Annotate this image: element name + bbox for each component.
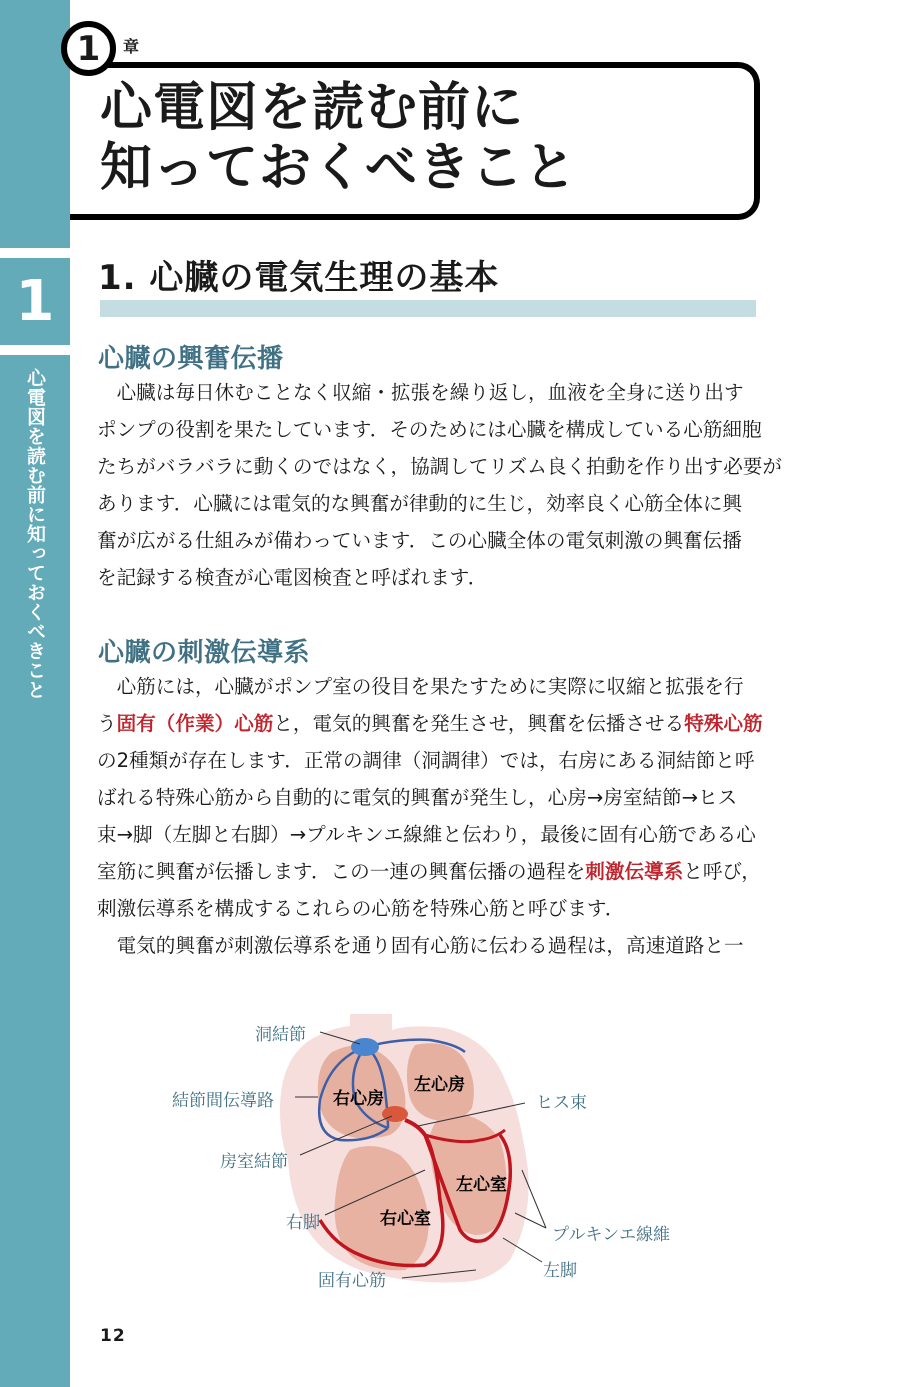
chapter-number: 1 [76, 28, 101, 69]
sidebar-chapter-number: 1 [15, 269, 55, 334]
label-right-bundle: 右脚 [286, 1213, 320, 1233]
paragraph-excitation [97, 374, 782, 596]
text-line: ポンプの役割を果たしています．そのためには心臓を構成している心筋細胞 [97, 418, 762, 441]
text-segment: と，電気的興奮を発生させ，興奮を伝播させる [273, 712, 685, 735]
heart-conduction-diagram [160, 1000, 700, 1300]
text-line [97, 816, 762, 853]
chapter-title [100, 78, 577, 198]
emphasis-term: 特殊心筋 [684, 712, 763, 735]
text-line: を記録する検査が心電図検査と呼ばれます． [97, 566, 488, 589]
text-segment: 電気的興奮が刺激伝導系を通り固有心筋に伝わる過程は，高速道路と一 [97, 934, 744, 957]
text-line [97, 742, 762, 779]
label-his-bundle: ヒス束 [536, 1093, 587, 1113]
emphasis-term: 固有（作業）心筋 [116, 712, 274, 735]
chapter-label: 章 [123, 37, 140, 56]
label-internodal-pathway: 結節間伝導路 [172, 1091, 274, 1111]
subsection-title: 心臓の興奮伝播 [98, 344, 284, 374]
chapter-number-badge [61, 21, 116, 76]
text-line [97, 668, 762, 705]
label-purkinje-fibers: プルキンエ線維 [552, 1225, 671, 1245]
text-line: 奮が広がる仕組みが備わっています．この心臓全体の電気刺激の興奮伝播 [97, 529, 742, 552]
label-working-muscle: 固有心筋 [318, 1271, 386, 1291]
text-segment: 心筋には，心臓がポンプ室の役目を果たすために実際に収縮と拡張を行 [97, 675, 744, 698]
label-sa-node: 洞結節 [255, 1025, 306, 1045]
text-segment: 刺激伝導系を構成するこれらの心筋を特殊心筋と呼びます． [97, 897, 625, 920]
page-number: 12 [100, 1326, 126, 1346]
chapter-title-line-2: 知っておくべきこと [100, 138, 578, 198]
text-line [97, 705, 762, 742]
label-av-node: 房室結節 [220, 1152, 288, 1172]
sidebar-chapter-title: 心電図を読む前に知っておくべきこと [24, 368, 46, 700]
label-right-atrium: 右心房 [333, 1089, 384, 1109]
text-line [97, 853, 762, 890]
emphasis-term: 刺激伝導系 [585, 860, 684, 883]
text-line [97, 927, 762, 964]
subsection-title: 心臓の刺激伝導系 [98, 638, 311, 668]
text-segment: ばれる特殊心筋から自動的に電気的興奮が発生し，心房→房室結節→ヒス [97, 786, 738, 809]
text-line [97, 779, 762, 816]
sidebar-divider [0, 345, 70, 355]
label-right-ventricle: 右心室 [380, 1209, 431, 1229]
text-line: たちがバラバラに動くのではなく，協調してリズム良く拍動を作り出す必要が [97, 455, 782, 478]
section-title: 1. 心臓の電気生理の基本 [98, 258, 500, 298]
text-segment: 室筋に興奮が伝播します．この一連の興奮伝播の過程を [97, 860, 586, 883]
paragraph-conduction [97, 668, 762, 964]
label-left-ventricle: 左心室 [456, 1175, 507, 1195]
label-left-bundle: 左脚 [543, 1261, 577, 1281]
section-underline-bar [100, 300, 756, 317]
chapter-sidebar [0, 0, 70, 1387]
text-segment: う [97, 712, 117, 735]
text-line: あります．心臓には電気的な興奮が律動的に生じ，効率良く心筋全体に興 [97, 492, 743, 515]
text-line: 心臓は毎日休むことなく収縮・拡張を繰り返し，血液を全身に送り出す [97, 381, 744, 404]
sidebar-divider [0, 248, 70, 258]
label-left-atrium: 左心房 [414, 1075, 465, 1095]
chapter-title-line-1: 心電図を読む前に [100, 78, 525, 138]
text-segment: の2種類が存在します．正常の調律（洞調律）では，右房にある洞結節と呼 [97, 749, 755, 772]
text-segment: 束→脚（左脚と右脚）→プルキンエ線維と伝わり，最後に固有心筋である心 [97, 823, 756, 846]
text-line [97, 890, 762, 927]
text-segment: と呼び， [683, 860, 761, 883]
